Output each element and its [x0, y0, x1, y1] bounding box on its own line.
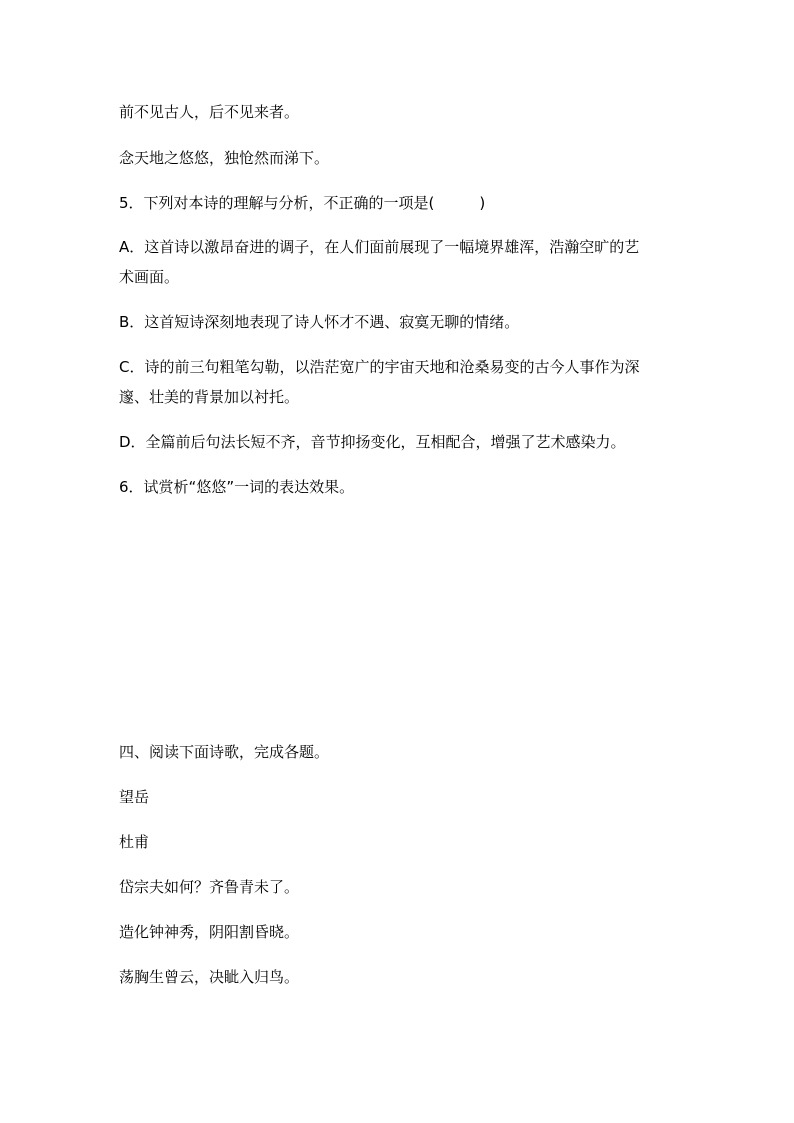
- option-d: D．全篇前后句法长短不齐，音节抑扬变化，互相配合，增强了艺术感染力。: [119, 433, 626, 451]
- poem-title: 望岳: [119, 788, 150, 806]
- option-c-line-1: C．诗的前三句粗笔勾勒，以浩茫宽广的宇宙天地和沧桑易变的古今人事作为深: [119, 358, 640, 376]
- option-a-line-2: 术画面。: [119, 268, 180, 286]
- option-b: B．这首短诗深刻地表现了诗人怀才不遇、寂寞无聊的情绪。: [119, 313, 520, 331]
- question-6: 6．试赏析“悠悠”一词的表达效果。: [119, 478, 355, 496]
- section-four-heading: 四、阅读下面诗歌，完成各题。: [119, 743, 330, 761]
- option-c-line-2: 邃、壮美的背景加以衬托。: [119, 388, 300, 406]
- poem-author: 杜甫: [119, 833, 150, 851]
- poem-verse-1: 岱宗夫如何？齐鲁青未了。: [119, 878, 300, 896]
- poem-verse-2: 造化钟神秀，阴阳割昏晓。: [119, 923, 300, 941]
- poem-line-1: 前不见古人，后不见来者。: [119, 103, 300, 121]
- question-5: 5．下列对本诗的理解与分析，不正确的一项是( ): [119, 194, 486, 212]
- option-a-line-1: A．这首诗以激昂奋进的调子，在人们面前展现了一幅境界雄浑，浩瀚空旷的艺: [119, 238, 640, 256]
- poem-verse-3: 荡胸生曾云，决眦入归鸟。: [119, 968, 300, 986]
- poem-line-2: 念天地之悠悠，独怆然而涕下。: [119, 149, 330, 167]
